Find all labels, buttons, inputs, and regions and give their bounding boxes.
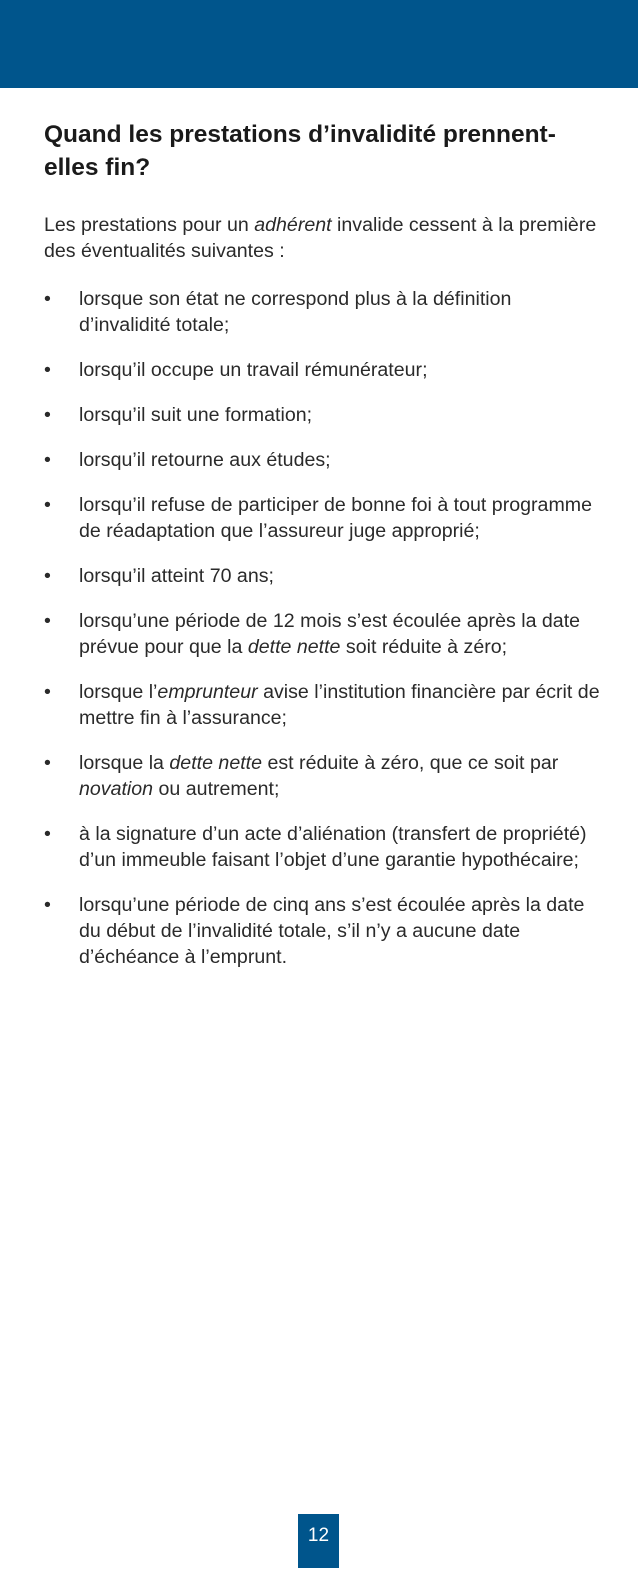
bullet-icon: • [44, 823, 51, 845]
bullet-icon: • [44, 288, 51, 310]
page-content [44, 118, 600, 989]
list-item-text: lorsque la [79, 752, 170, 774]
list-item-text: lorsque l’ [79, 681, 158, 703]
list-item-text: ou autrement; [153, 778, 280, 800]
list-item [44, 608, 600, 660]
list-item [44, 750, 600, 802]
bullet-icon: • [44, 359, 51, 381]
intro-term: adhérent [254, 214, 332, 236]
list-item-text: soit réduite à zéro; [340, 636, 508, 658]
list-item-term: emprunteur [157, 681, 258, 703]
header-band [0, 0, 638, 88]
intro-paragraph [44, 212, 600, 264]
bullet-icon: • [44, 494, 51, 516]
bullet-icon: • [44, 565, 51, 587]
list-item [44, 492, 600, 544]
list-item-text: lorsqu’il refuse de participer de bonne foi à tout programme de réadaptation que l’assureur juge approprié; [79, 494, 592, 542]
list-item [44, 821, 600, 873]
list-item-term: novation [79, 778, 154, 800]
list-item-text: lorsqu’une période de 12 mois s’est écoulée après la date prévue pour que la [79, 610, 581, 658]
page-number: 12 [298, 1514, 339, 1568]
list-item-text: lorsqu’une période de cinq ans s’est écoulée après la date du début de l’invalidité totale, s’il n’y a aucune date d’échéance à l’emprunt. [79, 894, 585, 968]
list-item [44, 286, 600, 338]
list-item [44, 892, 600, 970]
bullet-icon: • [44, 681, 51, 703]
intro-text-after: invalide cessent à la première des éventualités suivantes : [44, 214, 597, 262]
list-item [44, 679, 600, 731]
list-item [44, 402, 600, 428]
bullet-icon: • [44, 752, 51, 774]
list-item-text: à la signature d’un acte d’aliénation (transfert de propriété) d’un immeuble faisant l’objet d’une garantie hypothécaire; [79, 823, 587, 871]
list-item-text: est réduite à zéro, que ce soit par [262, 752, 559, 774]
list-item [44, 563, 600, 589]
list-item-text: avise l’institution financière par écrit de mettre fin à l’assurance; [79, 681, 600, 729]
list-item-text: lorsqu’il occupe un travail rémunérateur; [79, 359, 428, 381]
list-item [44, 357, 600, 383]
list-item-text: lorsqu’il atteint 70 ans; [79, 565, 274, 587]
bullet-icon: • [44, 449, 51, 471]
bullet-icon: • [44, 610, 51, 632]
page-title: Quand les prestations d’invalidité prennent-elles fin? [44, 121, 556, 181]
bullet-icon: • [44, 894, 51, 916]
intro-text-before: Les prestations pour un [44, 214, 255, 236]
list-item-text: lorsque son état ne correspond plus à la définition d’invalidité totale; [79, 288, 512, 336]
list-item [44, 447, 600, 473]
list-item-text: lorsqu’il suit une formation; [79, 404, 313, 426]
list-item-term: dette nette [247, 636, 341, 658]
bullet-icon: • [44, 404, 51, 426]
list-item-text: lorsqu’il retourne aux études; [79, 449, 331, 471]
list-item-term: dette nette [169, 752, 263, 774]
termination-list [44, 286, 600, 970]
